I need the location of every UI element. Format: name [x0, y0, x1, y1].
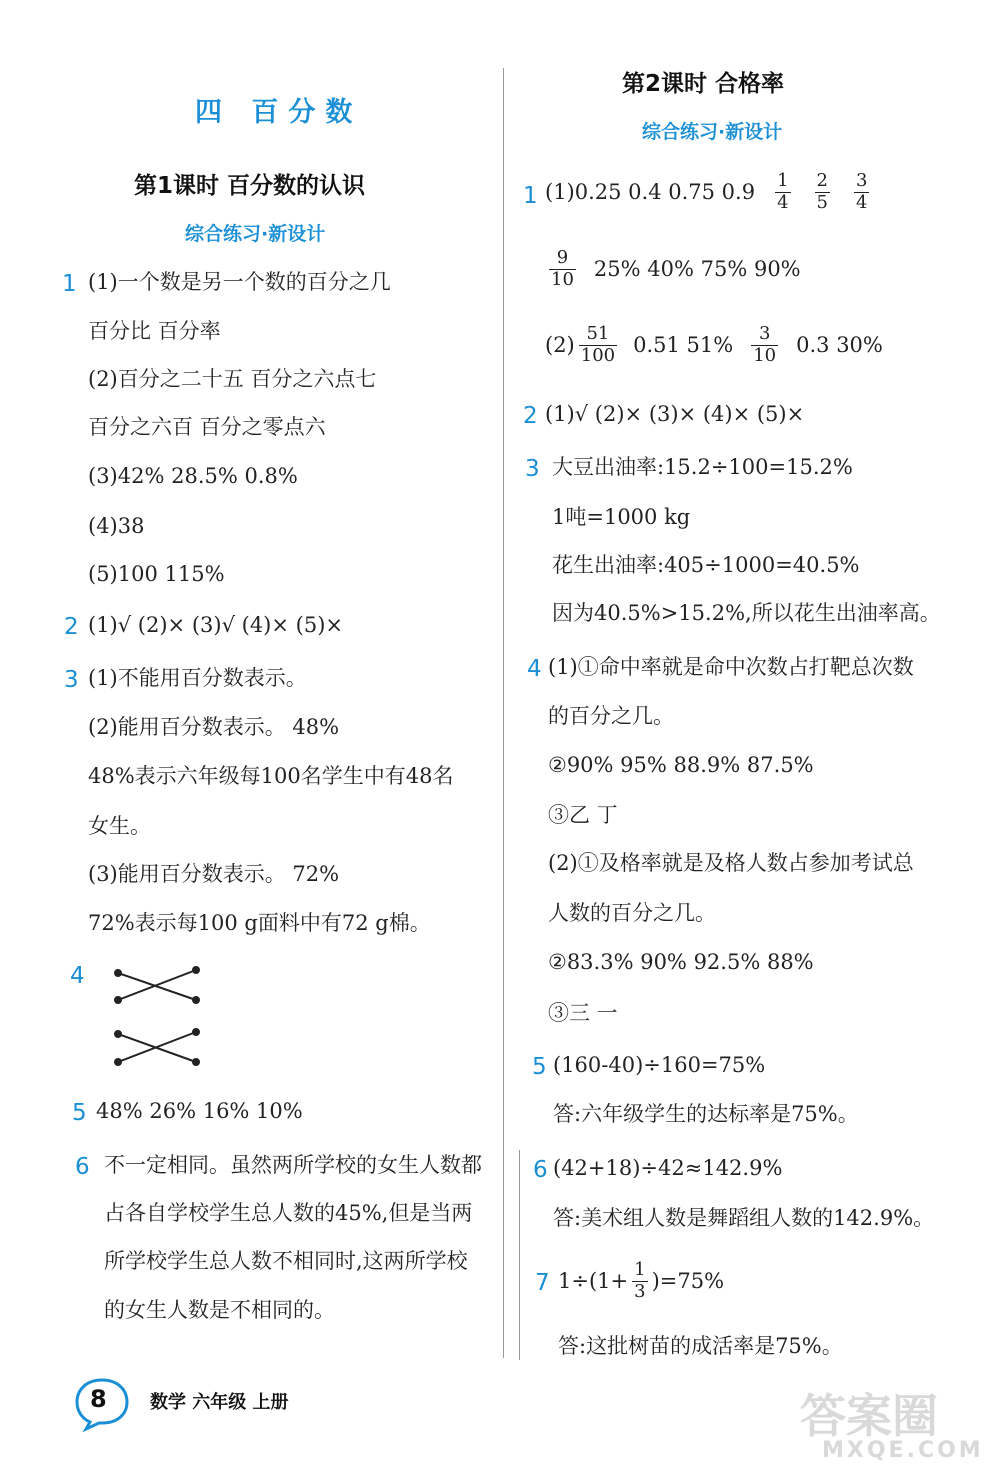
answer-line: (2)百分之二十五 百分之六点七	[88, 367, 377, 391]
answer-line	[545, 320, 883, 370]
answer-line: (1)不能用百分数表示。	[88, 666, 307, 690]
answer-line: (2)能用百分数表示。 48%	[88, 715, 340, 739]
answer-line: 48%表示六年级每100名学生中有48名	[88, 764, 454, 788]
match-dot	[115, 970, 121, 976]
answer-line: 百分之六百 百分之零点六	[88, 415, 326, 439]
answer-line: 不一定相同。虽然两所学校的女生人数都	[104, 1153, 482, 1177]
answer-line: (4)38	[88, 514, 145, 538]
match-dot	[193, 1029, 199, 1035]
match-dot	[193, 1059, 199, 1065]
answer-line	[558, 1256, 724, 1306]
answer-line: 花生出油率:405÷1000=40.5%	[552, 553, 860, 577]
answer-line: 答:美术组人数是舞蹈组人数的142.9%。	[553, 1206, 935, 1230]
match-dot	[115, 997, 121, 1003]
question-number: 4	[527, 656, 542, 682]
answer-text: )=75%	[651, 1268, 725, 1293]
watermark-logo: 答案圈	[800, 1389, 938, 1443]
answer-line: ③乙 丁	[548, 803, 618, 827]
answer-text: 0.51 51%	[633, 332, 734, 357]
fraction: $\frac{9}{10}$	[551, 246, 574, 290]
page-number: 8	[90, 1385, 107, 1413]
question-number: 5	[72, 1100, 87, 1126]
fraction: $\frac{3}{4}$	[856, 169, 868, 213]
question-number: 4	[70, 963, 85, 989]
answer-text: (2)	[545, 332, 575, 357]
unit-title: 四 百分数	[195, 97, 363, 128]
answer-line: (1)√ (2)× (3)√ (4)× (5)×	[88, 613, 343, 637]
answer-line: 因为40.5%>15.2%,所以花生出油率高。	[552, 601, 941, 625]
section-title-right: 综合练习·新设计	[642, 121, 783, 143]
question-number: 6	[533, 1157, 548, 1183]
answer-line	[545, 244, 801, 294]
answer-line: (3)42% 28.5% 0.8%	[88, 464, 298, 488]
fraction: $\frac{2}{5}$	[816, 169, 828, 213]
answer-line: (42+18)÷42≈142.9%	[553, 1156, 783, 1180]
question-number: 2	[64, 614, 79, 640]
answer-line: ②90% 95% 88.9% 87.5%	[548, 753, 814, 777]
answer-line: (1)①命中率就是命中次数占打靶总次数	[548, 655, 914, 679]
answer-line: 百分比 百分率	[88, 319, 221, 343]
answer-text: 0.3 30%	[796, 332, 883, 357]
answer-line: (160-40)÷160=75%	[553, 1053, 766, 1077]
answer-text: 1÷(1+	[558, 1268, 629, 1293]
fraction: $\frac{51}{100}$	[580, 322, 616, 366]
question-number: 7	[535, 1270, 550, 1296]
answer-line: (1)√ (2)× (3)× (4)× (5)×	[545, 402, 805, 426]
answer-line: (1)一个数是另一个数的百分之几	[88, 270, 391, 294]
answer-line: ②83.3% 90% 92.5% 88%	[548, 950, 814, 974]
answer-line	[545, 167, 873, 217]
answer-line: 48% 26% 16% 10%	[96, 1099, 303, 1123]
answer-line: (5)100 115%	[88, 562, 225, 586]
answer-line: 答:六年级学生的达标率是75%。	[553, 1102, 859, 1126]
answer-line: (2)①及格率就是及格人数占参加考试总	[548, 851, 914, 875]
match-dot	[193, 997, 199, 1003]
answer-line: 的百分之几。	[548, 704, 674, 728]
answer-line: 占各自学校学生总人数的45%,但是当两	[104, 1201, 473, 1225]
match-dot	[115, 1059, 121, 1065]
question-number: 6	[75, 1154, 90, 1180]
footer-book-title: 数学 六年级 上册	[150, 1392, 289, 1413]
answer-line: 所学校学生总人数不相同时,这两所学校	[104, 1249, 468, 1273]
answer-line: ③三 一	[548, 1001, 618, 1025]
lesson-1-title: 第1课时 百分数的认识	[134, 173, 366, 199]
answer-line: 1吨=1000 kg	[552, 505, 691, 529]
lesson-2-title: 第2课时 合格率	[622, 71, 785, 97]
answer-line: (3)能用百分数表示。 72%	[88, 862, 340, 886]
fraction: $\frac{1}{3}$	[634, 1258, 646, 1302]
section-title-left: 综合练习·新设计	[185, 223, 326, 245]
answer-text: 25% 40% 75% 90%	[593, 256, 801, 281]
match-dot	[115, 1031, 121, 1037]
answer-line: 的女生人数是不相同的。	[104, 1298, 335, 1322]
matching-diagram	[105, 958, 215, 1078]
answer-line: 女生。	[88, 814, 151, 838]
answer-line: 人数的百分之几。	[548, 901, 716, 925]
question-number: 2	[523, 403, 538, 429]
answer-line: 答:这批树苗的成活率是75%。	[558, 1334, 843, 1358]
question-number: 5	[532, 1054, 547, 1080]
answer-line: 大豆出油率:15.2÷100=15.2%	[552, 455, 853, 479]
question-number: 3	[525, 456, 540, 482]
watermark-url: MXQE.COM	[822, 1438, 984, 1463]
column-divider	[503, 68, 504, 1358]
answer-line: 72%表示每100 g面料中有72 g棉。	[88, 911, 431, 935]
match-dot	[193, 967, 199, 973]
question-number: 1	[523, 183, 538, 209]
fraction: $\frac{1}{4}$	[777, 169, 789, 213]
question-number: 3	[64, 667, 79, 693]
column-divider-lower	[519, 1150, 520, 1360]
answer-text: (1)0.25 0.4 0.75 0.9	[545, 179, 756, 204]
fraction: $\frac{3}{10}$	[753, 322, 777, 366]
question-number: 1	[62, 271, 77, 297]
